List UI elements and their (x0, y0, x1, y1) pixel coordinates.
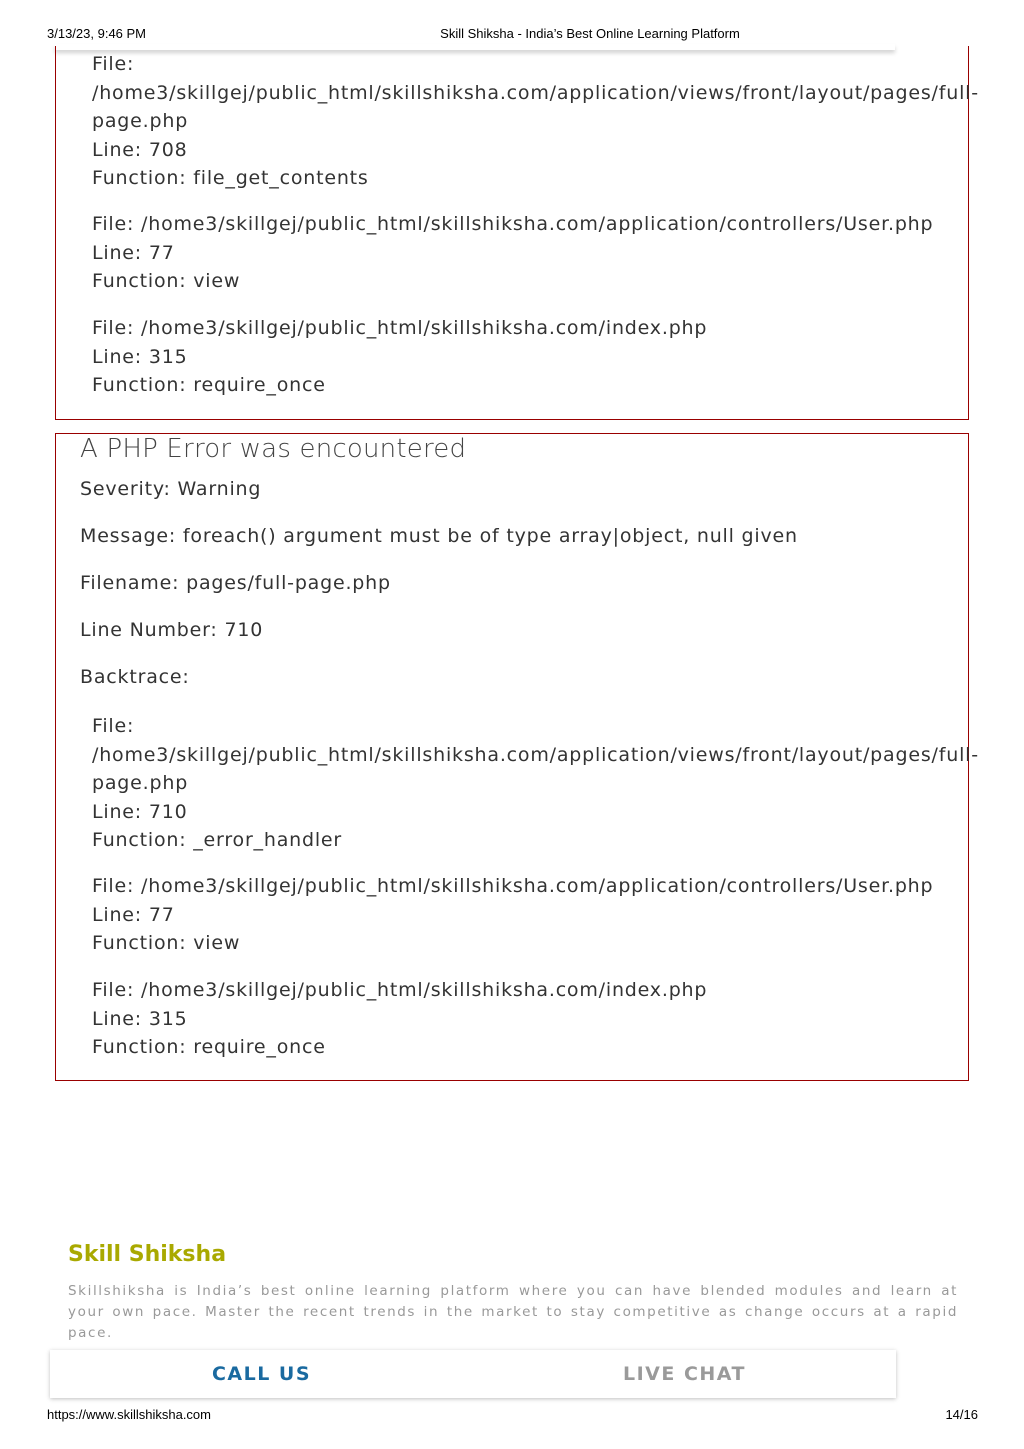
footer-brand-description: Skillshiksha is India’s best online learning platform where you can have blended modules and learn at your own pace. Master the recent trends in the market to stay competitive as change occurs at a rapid pace. (68, 1283, 958, 1341)
trace-file-path-cont: page.php (92, 772, 189, 794)
error-severity: Severity: Warning (80, 478, 262, 500)
trace-file-label: File: (92, 53, 135, 75)
backtrace-entry (92, 50, 979, 193)
trace-line: Line: 708 (92, 138, 188, 161)
trace-file: File: /home3/skillgej/public_html/skillshiksha.com/application/controllers/User.php (92, 213, 934, 235)
trace-line: Line: 315 (92, 345, 188, 368)
error-title: A PHP Error was encountered (80, 434, 467, 464)
call-us-button[interactable]: CALL US (211, 1363, 312, 1385)
trace-function: Function: view (92, 270, 241, 292)
trace-function: Function: view (92, 932, 241, 954)
trace-file-path: /home3/skillgej/public_html/skillshiksha.com/application/views/front/layout/pages/full- (92, 743, 979, 766)
print-url[interactable]: https://www.skillshiksha.com (47, 1407, 211, 1422)
trace-function: Function: file_get_contents (92, 167, 369, 189)
footer-brand-name: Skill Shiksha (68, 1242, 227, 1267)
contact-cta-bar (50, 1350, 896, 1398)
print-header (0, 24, 1024, 44)
trace-function: Function: require_once (92, 374, 326, 396)
trace-file-label: File: (92, 715, 135, 737)
backtrace-entry (92, 314, 972, 400)
trace-line: Line: 77 (92, 241, 175, 264)
live-chat-button[interactable]: LIVE CHAT (622, 1363, 746, 1385)
trace-function: Function: _error_handler (92, 829, 343, 851)
trace-file: File: /home3/skillgej/public_html/skillshiksha.com/index.php (92, 979, 708, 1001)
trace-function: Function: require_once (92, 1036, 326, 1058)
backtrace-label: Backtrace: (80, 666, 190, 688)
php-error-box-continued (55, 46, 979, 420)
trace-line: Line: 77 (92, 903, 175, 926)
trace-file: File: /home3/skillgej/public_html/skillshiksha.com/index.php (92, 317, 708, 339)
backtrace-entry (92, 712, 979, 855)
trace-file: File: /home3/skillgej/public_html/skillshiksha.com/application/controllers/User.php (92, 875, 934, 897)
page-number: 14/16 (945, 1407, 978, 1422)
trace-line: Line: 710 (92, 800, 188, 823)
print-footer (0, 1407, 1024, 1427)
error-message: Message: foreach() argument must be of type array|object, null given (80, 525, 798, 547)
backtrace-entry (92, 210, 972, 296)
trace-file-path-cont: page.php (92, 110, 189, 132)
backtrace-entry (92, 976, 972, 1062)
trace-file-path: /home3/skillgej/public_html/skillshiksha.com/application/views/front/layout/pages/full- (92, 81, 979, 104)
error-filename: Filename: pages/full-page.php (80, 572, 391, 594)
print-title: Skill Shiksha - India’s Best Online Learning Platform (440, 26, 740, 41)
error-line-number: Line Number: 710 (80, 619, 264, 641)
print-date: 3/13/23, 9:46 PM (47, 26, 147, 41)
backtrace-entry (92, 872, 972, 958)
trace-line: Line: 315 (92, 1007, 188, 1030)
php-error-box (55, 433, 979, 1081)
